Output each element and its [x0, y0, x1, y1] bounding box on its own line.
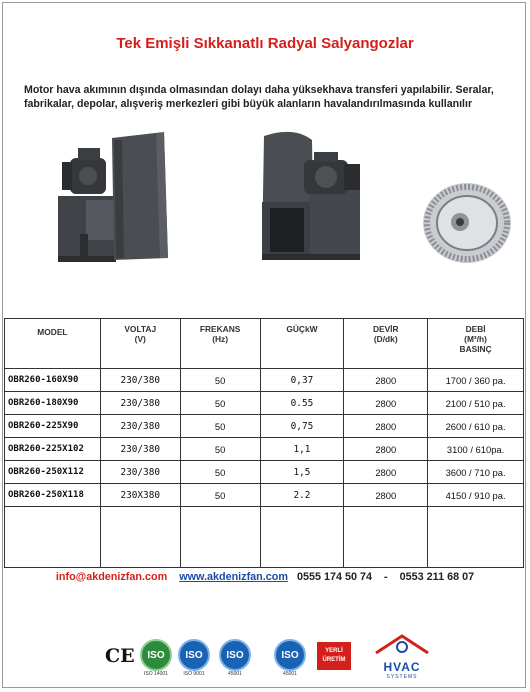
cell-debi: 1700 / 360 pa.: [428, 369, 524, 392]
header-devir: DEVİR (D/dk): [344, 319, 428, 369]
fan-side-view-image: [52, 128, 172, 278]
header-guc: GÜÇkW: [260, 319, 344, 369]
table-row: [5, 392, 524, 415]
product-description: Motor hava akımının dışında olmasından dolayı daha yüksekhava transferi yapılabilir. Seralar, fabrikalar, depolar, alışveriş merkezleri gibi büyük alanların havalandırılmasında kullanılır: [24, 84, 494, 110]
cell-voltaj: 230/380: [100, 369, 180, 392]
cell-debi: 2100 / 510 pa.: [428, 392, 524, 415]
cell-model: OBR260-250X112: [5, 461, 101, 484]
cell-debi: 3600 / 710 pa.: [428, 461, 524, 484]
fan-front-view-image: [254, 130, 374, 265]
ce-mark-icon: CE: [105, 645, 135, 667]
cell-frekans: 50: [180, 369, 260, 392]
certifications-bar: [0, 633, 530, 683]
cell-model: OBR260-180X90: [5, 392, 101, 415]
contact-line: [0, 571, 530, 583]
email-link[interactable]: info@akdenizfan.com: [55, 571, 168, 583]
cell-devir: 2800: [344, 438, 428, 461]
cell-guc: 0.55: [260, 392, 344, 415]
table-row: [5, 461, 524, 484]
table-header-row: [5, 319, 524, 369]
header-debi: DEBİ (M³/h) BASINÇ: [428, 319, 524, 369]
specs-table: [4, 318, 524, 568]
cell-frekans: 50: [180, 484, 260, 507]
cell-devir: 2800: [344, 484, 428, 507]
table-row: [5, 369, 524, 392]
house-roof-icon: [372, 633, 432, 655]
cell-guc: 2.2: [260, 484, 344, 507]
cell-devir: 2800: [344, 392, 428, 415]
cell-devir: 2800: [344, 461, 428, 484]
iso-9001-icon: ISO: [178, 639, 210, 671]
iso-45001-icon: ISO: [274, 639, 306, 671]
cell-model: OBR260-160X90: [5, 369, 101, 392]
cell-voltaj: 230X380: [100, 484, 180, 507]
cell-frekans: 50: [180, 415, 260, 438]
phone-1: 0555 174 50 74: [296, 571, 373, 583]
cell-voltaj: 230/380: [100, 438, 180, 461]
cell-voltaj: 230/380: [100, 461, 180, 484]
page-title: Tek Emişli Sıkkanatlı Radyal Salyangozlar: [116, 35, 414, 52]
header-model: MODEL: [5, 319, 101, 369]
cell-debi: 3100 / 610pa.: [428, 438, 524, 461]
cell-voltaj: 230/380: [100, 415, 180, 438]
product-photos: [0, 128, 530, 308]
impeller-image: [420, 178, 514, 268]
header-frekans: FREKANS (Hz): [180, 319, 260, 369]
header-voltaj: VOLTAJ (V): [100, 319, 180, 369]
iso-45001-badge-1: ISO 45001: [219, 639, 257, 677]
iso-14001-icon: ISO: [140, 639, 172, 671]
hvac-systems-logo: HVAC SYSTEMS: [372, 633, 432, 680]
cell-guc: 1,1: [260, 438, 344, 461]
iso-45001-badge-2: ISO 45001: [274, 639, 312, 677]
cell-model: OBR260-225X102: [5, 438, 101, 461]
cell-guc: 0,75: [260, 415, 344, 438]
table-empty-row: [5, 507, 524, 568]
cell-voltaj: 230/380: [100, 392, 180, 415]
cell-guc: 1,5: [260, 461, 344, 484]
table-row: [5, 484, 524, 507]
cell-frekans: 50: [180, 461, 260, 484]
cell-model: OBR260-225X90: [5, 415, 101, 438]
iso-14001-badge: ISO ISO 14001: [140, 639, 178, 677]
cell-guc: 0,37: [260, 369, 344, 392]
iso-9001-badge: ISO ISO 9001: [178, 639, 216, 677]
cell-debi: 2600 / 610 pa.: [428, 415, 524, 438]
cell-model: OBR260-250X118: [5, 484, 101, 507]
cell-frekans: 50: [180, 392, 260, 415]
cell-debi: 4150 / 910 pa.: [428, 484, 524, 507]
website-link[interactable]: www.akdenizfan.com: [179, 571, 288, 583]
phone-2: 0553 211 68 07: [399, 571, 475, 583]
cell-devir: 2800: [344, 369, 428, 392]
yerli-uretim-icon: YERLİ ÜRETİM: [317, 642, 351, 670]
iso-45001-icon: ISO: [219, 639, 251, 671]
cell-devir: 2800: [344, 415, 428, 438]
phone-separator: -: [384, 571, 388, 583]
cell-frekans: 50: [180, 438, 260, 461]
table-row: [5, 438, 524, 461]
table-row: [5, 415, 524, 438]
